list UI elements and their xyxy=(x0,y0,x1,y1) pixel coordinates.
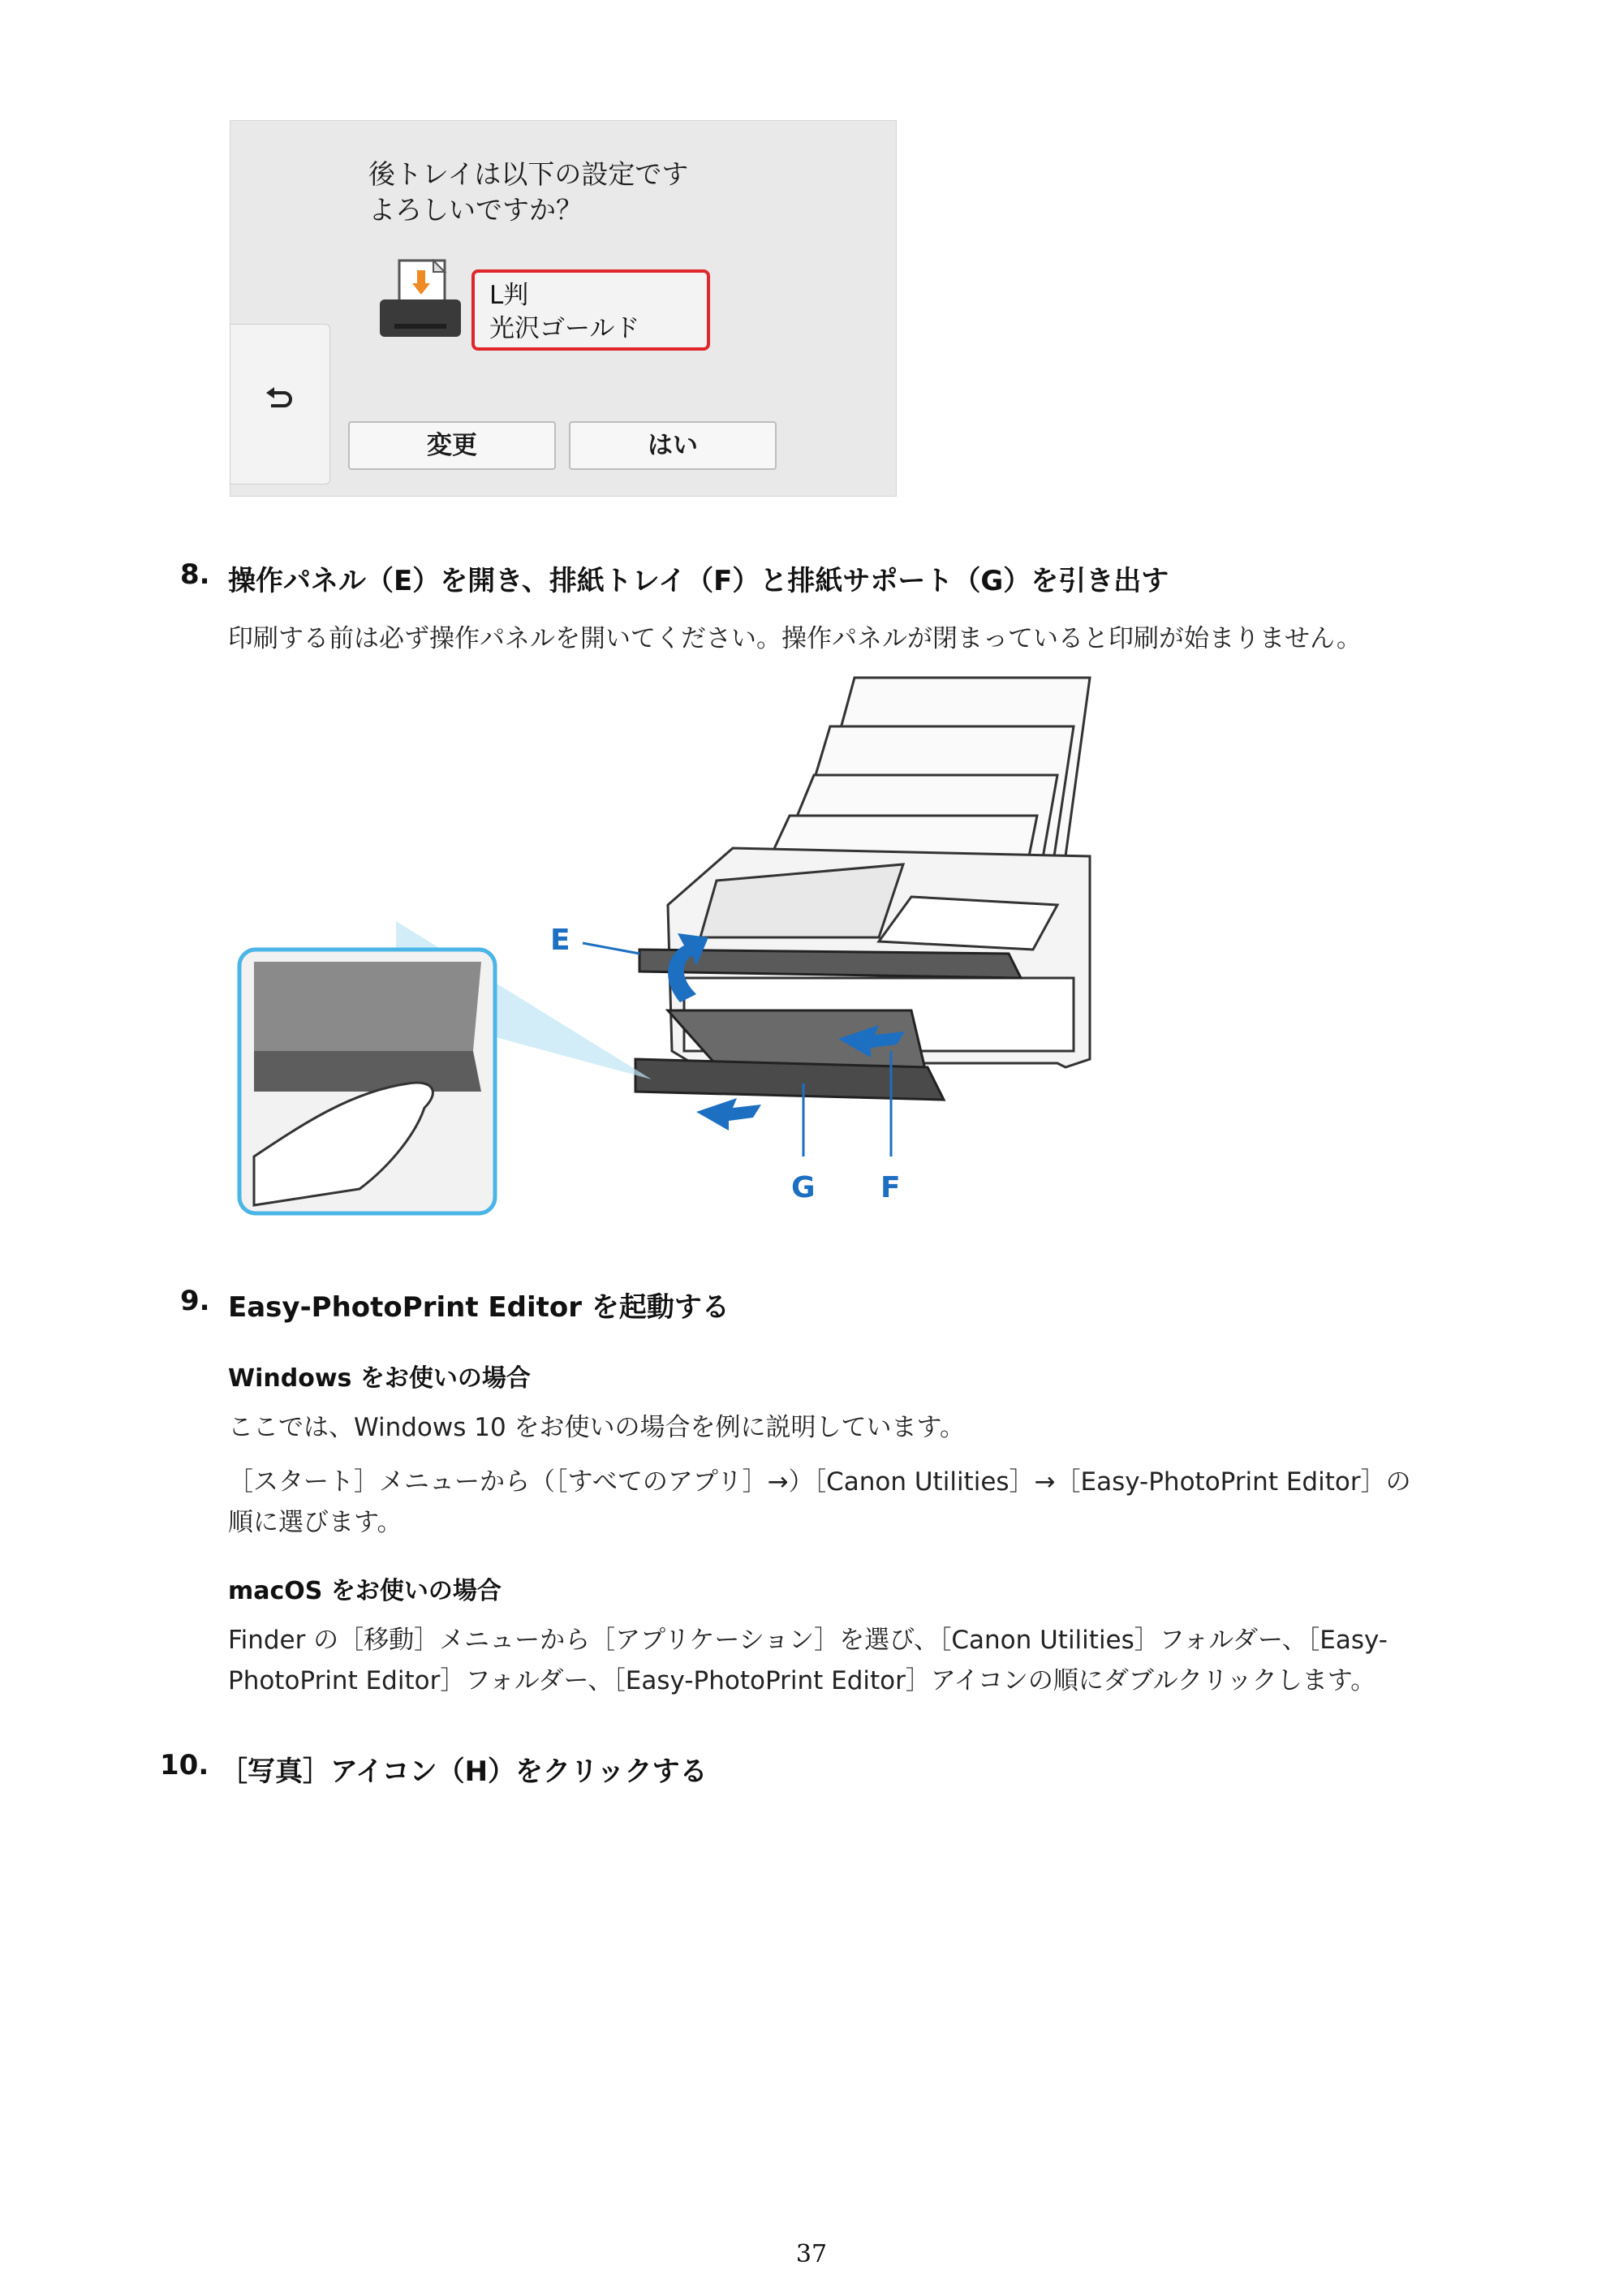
step-8-title: 操作パネル（E）を開き、排紙トレイ（F）と排紙サポート（G）を引き出す xyxy=(228,565,1169,597)
windows-text-2-line1: ［スタート］メニューから（［すべてのアプリ］→）［Canon Utilities］→［Easy-PhotoPrint Editor］の xyxy=(228,1467,1411,1497)
zoom-inset-illustration xyxy=(239,921,652,1213)
lcd-message-line2: よろしいですか？ xyxy=(368,194,583,226)
mac-text-line2: PhotoPrint Editor］フォルダー、［Easy-PhotoPrint Editor］アイコンの順にダブルクリックします。 xyxy=(228,1666,1376,1695)
paper-type-value: 光沢ゴールド xyxy=(489,314,640,343)
paper-setting-box xyxy=(471,269,710,351)
yes-button[interactable]: はい xyxy=(569,421,777,470)
windows-heading: Windows をお使いの場合 xyxy=(228,1364,531,1393)
back-button[interactable] xyxy=(230,324,330,485)
step-9-number: 9. xyxy=(180,1285,210,1317)
rear-tray-icon xyxy=(377,259,466,340)
step-8-number: 8. xyxy=(180,558,210,591)
lcd-screen-figure xyxy=(230,120,897,497)
windows-text-1: ここでは、Windows 10 をお使いの場合を例に説明しています。 xyxy=(228,1413,966,1442)
printer-illustration xyxy=(230,670,1106,1226)
windows-text-2-line2: 順に選びます。 xyxy=(228,1508,403,1537)
lcd-message xyxy=(368,157,688,228)
lcd-message-line1: 後トレイは以下の設定です xyxy=(368,158,689,190)
back-arrow-icon xyxy=(263,383,295,416)
label-f: F xyxy=(880,1171,901,1204)
mac-text-line1: Finder の［移動］メニューから［アプリケーション］を選び、［Canon Utilities］フォルダー、［Easy- xyxy=(228,1626,1388,1655)
label-g: G xyxy=(791,1171,816,1204)
step-10-title: ［写真］アイコン（H）をクリックする xyxy=(220,1755,708,1788)
step-8-note: 印刷する前は必ず操作パネルを開いてください。操作パネルが閉まっていると印刷が始まりません。 xyxy=(228,624,1362,653)
step-10-number: 10. xyxy=(160,1749,209,1781)
mac-heading: macOS をお使いの場合 xyxy=(228,1577,502,1605)
label-e: E xyxy=(550,924,570,957)
paper-size-value: L判 xyxy=(489,281,529,310)
step-9-title: Easy-PhotoPrint Editor を起動する xyxy=(228,1291,730,1324)
change-button[interactable]: 変更 xyxy=(348,421,556,470)
page-number: 37 xyxy=(795,2240,828,2268)
